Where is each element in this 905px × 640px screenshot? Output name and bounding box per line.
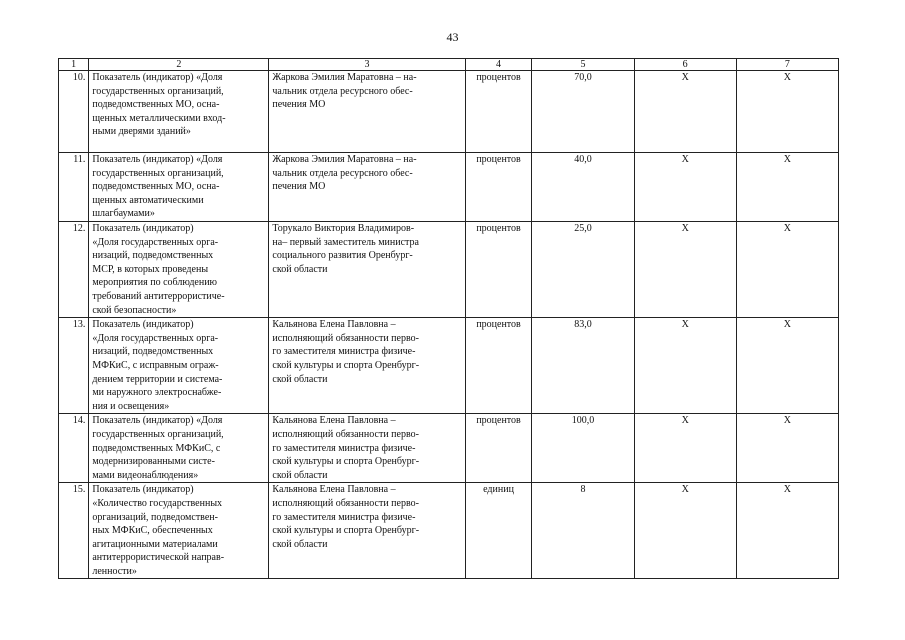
column-6-cell: Х [634,153,736,222]
indicator-cell [89,222,269,318]
responsible-person-cell [269,153,465,222]
table-row [59,483,839,579]
column-7-cell: Х [736,153,838,222]
responsible-person-cell [269,483,465,579]
indicator-cell-line: ния и освещения» [92,400,170,412]
table-row [59,71,839,153]
indicator-cell-line: Показатель (индикатор) «Доля [92,415,223,427]
indicator-cell-line: государственных организаций, [92,428,224,440]
responsible-person-cell-line: го заместителя министра физиче- [272,511,416,523]
responsible-person-cell-line: исполняющий обязанности перво- [272,332,419,344]
indicator-cell-line: требований антитеррористиче- [92,290,225,302]
table-row [59,318,839,414]
column-7-cell: Х [736,483,838,579]
responsible-person-cell-line: Кальянова Елена Павловна – [272,415,396,427]
indicator-cell [89,483,269,579]
header-cell-5: 5 [532,59,634,71]
value-cell: 8 [532,483,634,579]
row-number-cell: 13. [59,318,89,414]
responsible-person-cell-line: исполняющий обязанности перво- [272,428,419,440]
indicator-cell-line: МСР, в которых проведены [92,263,209,275]
responsible-person-cell-line: ской области [272,538,328,550]
table-row [59,222,839,318]
responsible-person-cell-line: печения МО [272,181,326,193]
indicator-cell-line: «Доля государственных орга- [92,236,219,248]
indicator-cell-line: низаций, подведомственных [92,346,214,358]
indicator-cell-line: государственных организаций, [92,85,224,97]
table-row [59,153,839,222]
indicator-cell-line: МФКиС, с исправным ограж- [92,359,219,371]
responsible-person-cell-line: го заместителя министра физиче- [272,346,416,358]
row-number-cell: 14. [59,414,89,483]
indicator-cell-line: подведомственных МО, осна- [92,99,220,111]
indicator-cell-line: щенных автоматическими [92,194,204,206]
indicator-cell-line: мероприятия по соблюдению [92,277,218,289]
responsible-person-cell-line: го заместителя министра физиче- [272,442,416,454]
responsible-person-cell [269,414,465,483]
indicator-cell-line: ными дверями зданий» [92,126,191,138]
header-row [59,59,839,71]
row-number-cell: 11. [59,153,89,222]
row-number-cell: 15. [59,483,89,579]
page-number: 43 [446,30,459,44]
responsible-person-cell [269,318,465,414]
value-cell: 83,0 [532,318,634,414]
indicator-cell-line: агитационными материалами [92,538,218,550]
indicator-cell-line: дением территории и система- [92,373,223,385]
indicator-cell [89,153,269,222]
indicator-cell-line: щенных металлическими вход- [92,112,226,124]
indicator-cell [89,71,269,153]
responsible-person-cell-line: исполняющий обязанности перво- [272,497,419,509]
responsible-person-cell-line: Жаркова Эмилия Маратовна – на- [272,72,417,83]
unit-cell: процентов [465,414,532,483]
value-cell: 70,0 [532,71,634,153]
responsible-person-cell-line: Торукало Виктория Владимиров- [272,223,415,234]
value-cell: 25,0 [532,222,634,318]
column-6-cell: Х [634,222,736,318]
column-7-cell: Х [736,222,838,318]
indicator-cell-line: организаций, подведомствен- [92,511,218,523]
responsible-person-cell [269,71,465,153]
indicator-cell-line: Показатель (индикатор) «Доля [92,72,223,83]
indicator-cell-line: шлагбаумами» [92,208,155,220]
header-cell-3: 3 [269,59,465,71]
indicator-cell-line: подведомственных МО, осна- [92,181,220,193]
responsible-person-cell-line: ской области [272,263,328,275]
indicator-cell [89,318,269,414]
indicator-cell-line: подведомственных МФКиС, с [92,442,221,454]
indicator-cell-line: государственных организаций, [92,167,224,179]
unit-cell: процентов [465,153,532,222]
indicator-cell-line: «Доля государственных орга- [92,332,219,344]
table-row [59,414,839,483]
indicator-cell-line: низаций, подведомственных [92,250,214,262]
unit-cell: процентов [465,318,532,414]
header-cell-4: 4 [465,59,532,71]
indicator-cell-line: ных МФКиС, обеспеченных [92,525,213,537]
responsible-person-cell-line: Кальянова Елена Павловна – [272,484,396,496]
indicator-cell-line: «Количество государственных [92,497,223,509]
column-7-cell: Х [736,318,838,414]
responsible-person-cell-line: ской культуры и спорта Оренбург- [272,525,420,537]
column-6-cell: Х [634,414,736,483]
responsible-person-cell-line: социального развития Оренбург- [272,250,413,262]
row-number-cell: 12. [59,222,89,318]
indicator-cell-line: ми наружного электроснабже- [92,387,222,399]
indicator-cell-line: модернизированными систе- [92,456,215,468]
unit-cell: единиц [465,483,532,579]
responsible-person-cell-line: чальник отдела ресурсного обес- [272,85,413,97]
responsible-person-cell-line: печения МО [272,99,326,111]
indicator-cell-line: Показатель (индикатор) «Доля [92,154,223,165]
column-6-cell: Х [634,483,736,579]
row-number-cell: 10. [59,71,89,153]
table-body [59,71,839,579]
responsible-person-cell-line: ской области [272,469,328,481]
indicator-cell-line: Показатель (индикатор) [92,484,194,496]
column-7-cell: Х [736,71,838,153]
header-cell-7: 7 [736,59,838,71]
indicator-cell-line: ленности» [92,565,137,577]
value-cell: 100,0 [532,414,634,483]
indicator-cell-line: Показатель (индикатор) [92,223,194,234]
indicator-cell [89,414,269,483]
value-cell: 40,0 [532,153,634,222]
indicator-cell-line: антитеррористической направ- [92,552,225,564]
responsible-person-cell [269,222,465,318]
responsible-person-cell-line: на– первый заместитель министра [272,236,419,248]
indicator-cell-line: ской безопасности» [92,304,177,316]
column-6-cell: Х [634,71,736,153]
responsible-person-cell-line: ской культуры и спорта Оренбург- [272,359,420,371]
responsible-person-cell-line: Кальянова Елена Павловна – [272,319,396,331]
header-cell-6: 6 [634,59,736,71]
column-7-cell: Х [736,414,838,483]
column-6-cell: Х [634,318,736,414]
header-cell-2: 2 [89,59,269,71]
responsible-person-cell-line: Жаркова Эмилия Маратовна – на- [272,154,417,165]
indicator-cell-line: мами видеонаблюдения» [92,469,199,481]
responsible-person-cell-line: чальник отдела ресурсного обес- [272,167,413,179]
unit-cell: процентов [465,71,532,153]
indicator-cell-line: Показатель (индикатор) [92,319,194,331]
header-cell-1: 1 [59,59,89,71]
indicator-table [58,58,839,579]
unit-cell: процентов [465,222,532,318]
responsible-person-cell-line: ской области [272,373,328,385]
responsible-person-cell-line: ской культуры и спорта Оренбург- [272,456,420,468]
